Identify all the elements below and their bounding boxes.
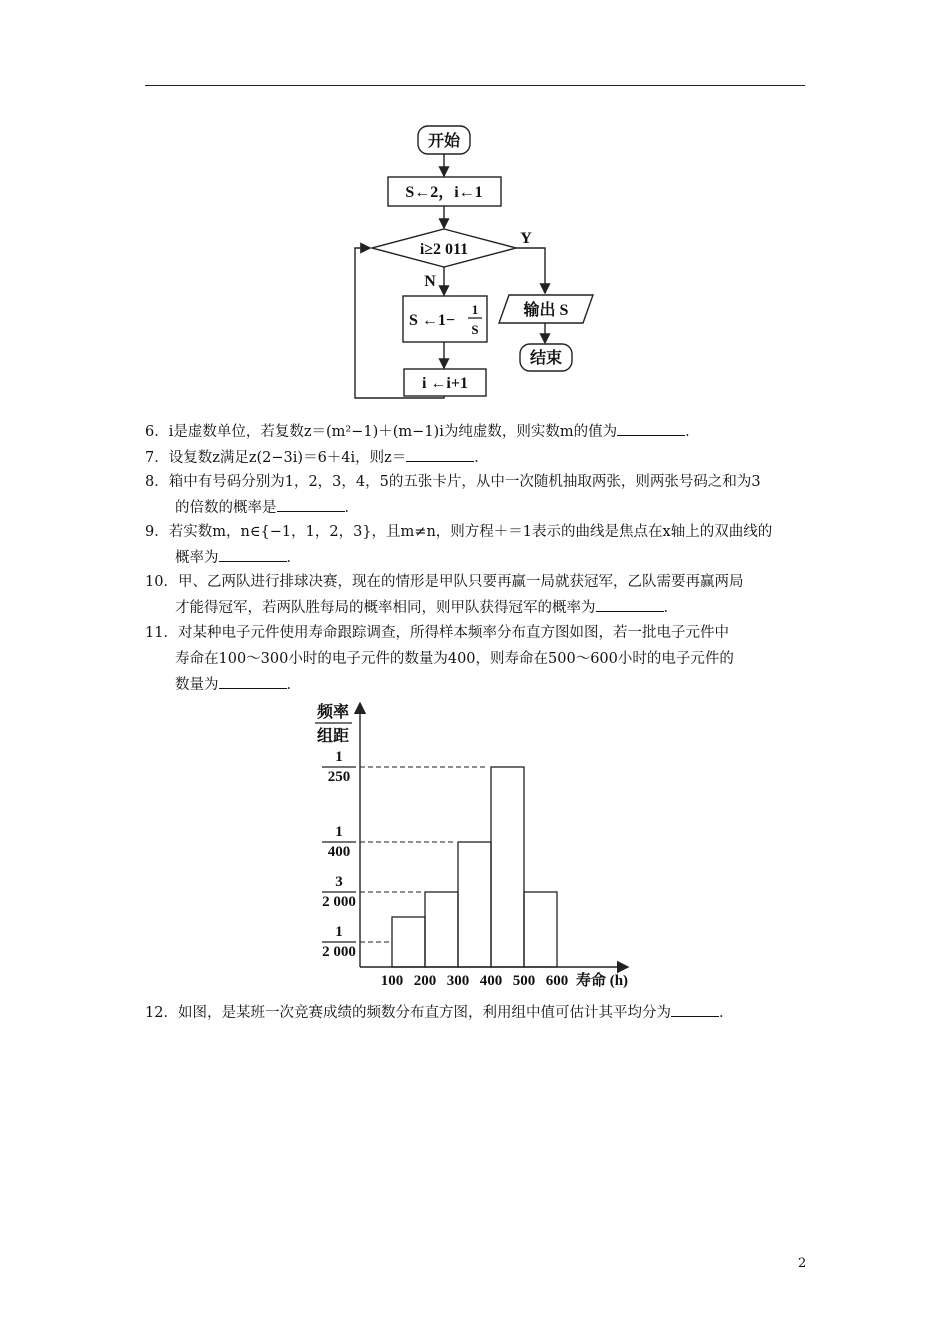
q10-num: 10． — [145, 574, 178, 590]
y-tick-denominator: 2 000 — [322, 894, 356, 910]
y-axis-label-numerator: 频率 — [316, 704, 350, 721]
histogram-bar — [425, 892, 458, 967]
q11-num: 11． — [145, 625, 178, 641]
y-axis-label-denominator: 组距 — [316, 728, 350, 745]
cond-label: i≥2 011 — [419, 241, 469, 258]
q8-cont: 的倍数的概率是 — [175, 500, 277, 516]
y-tick-numerator: 3 — [335, 874, 343, 890]
x-tick-label: 300 — [446, 973, 470, 989]
x-tick-label: 600 — [545, 973, 569, 989]
q6-text: i是虚数单位，若复数z＝(m²−1)＋(m−1)i为纯虚数，则实数m的值为 — [168, 424, 618, 440]
q12-tail: ． — [718, 1005, 734, 1021]
question-12 — [145, 1000, 815, 1026]
update-frac-den: S — [471, 322, 479, 337]
y-tick-denominator: 400 — [327, 844, 351, 860]
y-tick-denominator: 250 — [327, 769, 351, 785]
q8-tail: ． — [344, 500, 359, 516]
no-label: N — [424, 273, 436, 290]
update-frac-num: 1 — [471, 302, 479, 317]
start-label: 开始 — [427, 133, 461, 150]
q10-tail: ． — [663, 600, 678, 616]
output-label: 输出 S — [523, 302, 569, 319]
histogram-bar — [491, 767, 524, 967]
page-number: 2 — [798, 1256, 807, 1271]
q11-text: 对某种电子元件使用寿命跟踪调查，所得样本频率分布直方图如图，若一批电子元件中 — [177, 625, 729, 641]
q7-num: 7． — [145, 450, 169, 466]
y-tick-numerator: 1 — [335, 924, 343, 940]
q9-num: 9． — [145, 524, 169, 540]
increment-label: i ←i+1 — [421, 375, 469, 392]
x-axis-label: 寿命 (h) — [575, 973, 629, 989]
update-label: S ←1− — [408, 312, 456, 329]
q9-tail: ． — [286, 550, 301, 566]
q6-num: 6． — [145, 424, 169, 440]
x-tick-label: 400 — [479, 973, 503, 989]
q11-cont: 寿命在100～300小时的电子元件的数量为400，则寿命在500～600小时的电子元件的 — [175, 651, 734, 667]
q12-num: 12． — [145, 1005, 178, 1021]
histogram-bar — [392, 917, 425, 967]
q9-cont: 概率为 — [175, 550, 219, 566]
histogram-bar — [524, 892, 557, 967]
y-tick-numerator: 1 — [335, 749, 343, 765]
q12-text: 如图，是某班一次竞赛成绩的频数分布直方图，利用组中值可估计其平均分为 — [177, 1005, 671, 1021]
x-tick-label: 500 — [512, 973, 536, 989]
x-tick-label: 100 — [380, 973, 404, 989]
q6-tail: ． — [685, 424, 700, 440]
q10-text: 甲、乙两队进行排球决赛，现在的情形是甲队只要再赢一局就获冠军，乙队需要再赢两局 — [177, 574, 744, 590]
init-label: S←2，i←1 — [405, 184, 483, 201]
q8-text: 箱中有号码分别为1，2，3，4，5的五张卡片，从中一次随机抽取两张，则两张号码之和为3 — [168, 474, 761, 490]
yes-label: Y — [520, 230, 532, 247]
q7-tail: ． — [474, 450, 489, 466]
answer-blank — [671, 1002, 719, 1017]
y-tick-numerator: 1 — [335, 824, 343, 840]
histogram-bar — [458, 842, 491, 967]
x-tick-label: 200 — [413, 973, 437, 989]
end-label: 结束 — [529, 350, 563, 367]
q7-text: 设复数z满足z(2−3i)＝6＋4i，则z＝ — [168, 450, 407, 466]
q11-tail: ． — [286, 677, 301, 693]
q9-text: 若实数m，n∈{−1，1，2，3}，且m≠n，则方程＋＝1表示的曲线是焦点在x轴上的双曲线的 — [168, 524, 773, 540]
q11-cont2: 数量为 — [175, 677, 219, 693]
y-tick-denominator: 2 000 — [322, 944, 356, 960]
q8-num: 8． — [145, 474, 169, 490]
q10-cont: 才能得冠军，若两队胜每局的概率相同，则甲队获得冠军的概率为 — [175, 600, 596, 616]
